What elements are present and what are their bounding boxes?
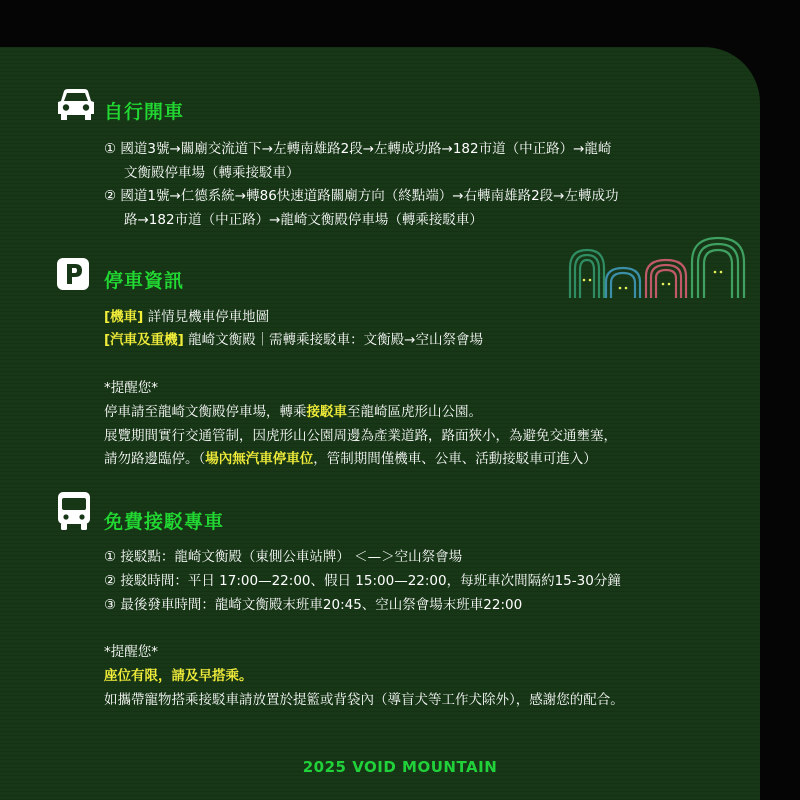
footer-brand: 2025 VOID MOUNTAIN: [302, 758, 498, 776]
car-icon: [56, 88, 96, 126]
shuttle-note: 如攜帶寵物搭乘接駁車請放置於提籃或背袋內（導盲犬等工作犬除外），感謝您的配合。: [104, 692, 624, 708]
moto-text: 詳情見機車停車地圖: [143, 309, 270, 325]
parking-note1: [104, 400, 482, 420]
parking-note1-c: 至龍崎區虎形山公園。: [347, 404, 482, 420]
drive-title: 自行開車: [104, 101, 185, 123]
shuttle-item3: ③ 最後發車時間：龍崎文衡殿末班車20:45、空山祭會場末班車22:00: [104, 597, 523, 613]
shuttle-title: 免費接駁專車: [104, 511, 225, 533]
shuttle-highlight: 座位有限，請及早搭乘。: [104, 668, 253, 684]
car-tag: [汽車及重機]: [104, 332, 184, 348]
car-text: 龍崎文衡殿｜需轉乘接駁車：文衡殿→空山祭會場: [183, 332, 483, 348]
mountain-creatures-illustration: [560, 232, 750, 306]
shuttle-item1: ① 接駁點：龍崎文衡殿（東側公車站牌） ＜—＞空山祭會場: [104, 549, 463, 565]
drive-route2-line1: ② 國道1號→仁德系統→轉86快速道路關廟方向（終點端）→右轉南雄路2段→左轉成功: [104, 188, 619, 204]
parking-note3-highlight: 場內無汽車停車位: [205, 451, 314, 467]
parking-note3-a: 請勿路邊臨停。（: [104, 451, 206, 467]
drive-route1-line1: ① 國道3號→關廟交流道下→左轉南雄路2段→左轉成功路→182市道（中正路）→龍崎: [104, 141, 612, 157]
parking-car-line: [104, 328, 483, 348]
parking-note3-c: ，管制期間僅機車、公車、活動接駁車可進入）: [313, 451, 597, 467]
parking-note2: 展覽期間實行交通管制，因虎形山公園周邊為產業道路，路面狹小，為避免交通壅塞，: [104, 428, 617, 444]
parking-icon: [56, 257, 90, 295]
moto-tag: [機車]: [104, 309, 144, 325]
shuttle-reminder-label: *提醒您*: [104, 644, 158, 660]
parking-title: 停車資訊: [104, 270, 185, 292]
parking-note1-a: 停車請至龍崎文衡殿停車場，轉乘: [104, 404, 307, 420]
parking-note1-highlight: 接駁車: [306, 404, 347, 420]
parking-reminder-label: *提醒您*: [104, 380, 158, 396]
parking-moto-line: [104, 305, 269, 325]
drive-route1-line2: 文衡殿停車場（轉乘接駁車）: [124, 165, 300, 181]
drive-route2-line2: 路→182市道（中正路）→龍崎文衡殿停車場（轉乘接駁車）: [124, 212, 483, 228]
parking-note3: [104, 447, 597, 467]
bus-icon: [56, 490, 92, 536]
shuttle-item2: ② 接駁時間：平日 17:00—22:00、假日 15:00—22:00，每班車次間隔約15-30分鐘: [104, 573, 621, 589]
